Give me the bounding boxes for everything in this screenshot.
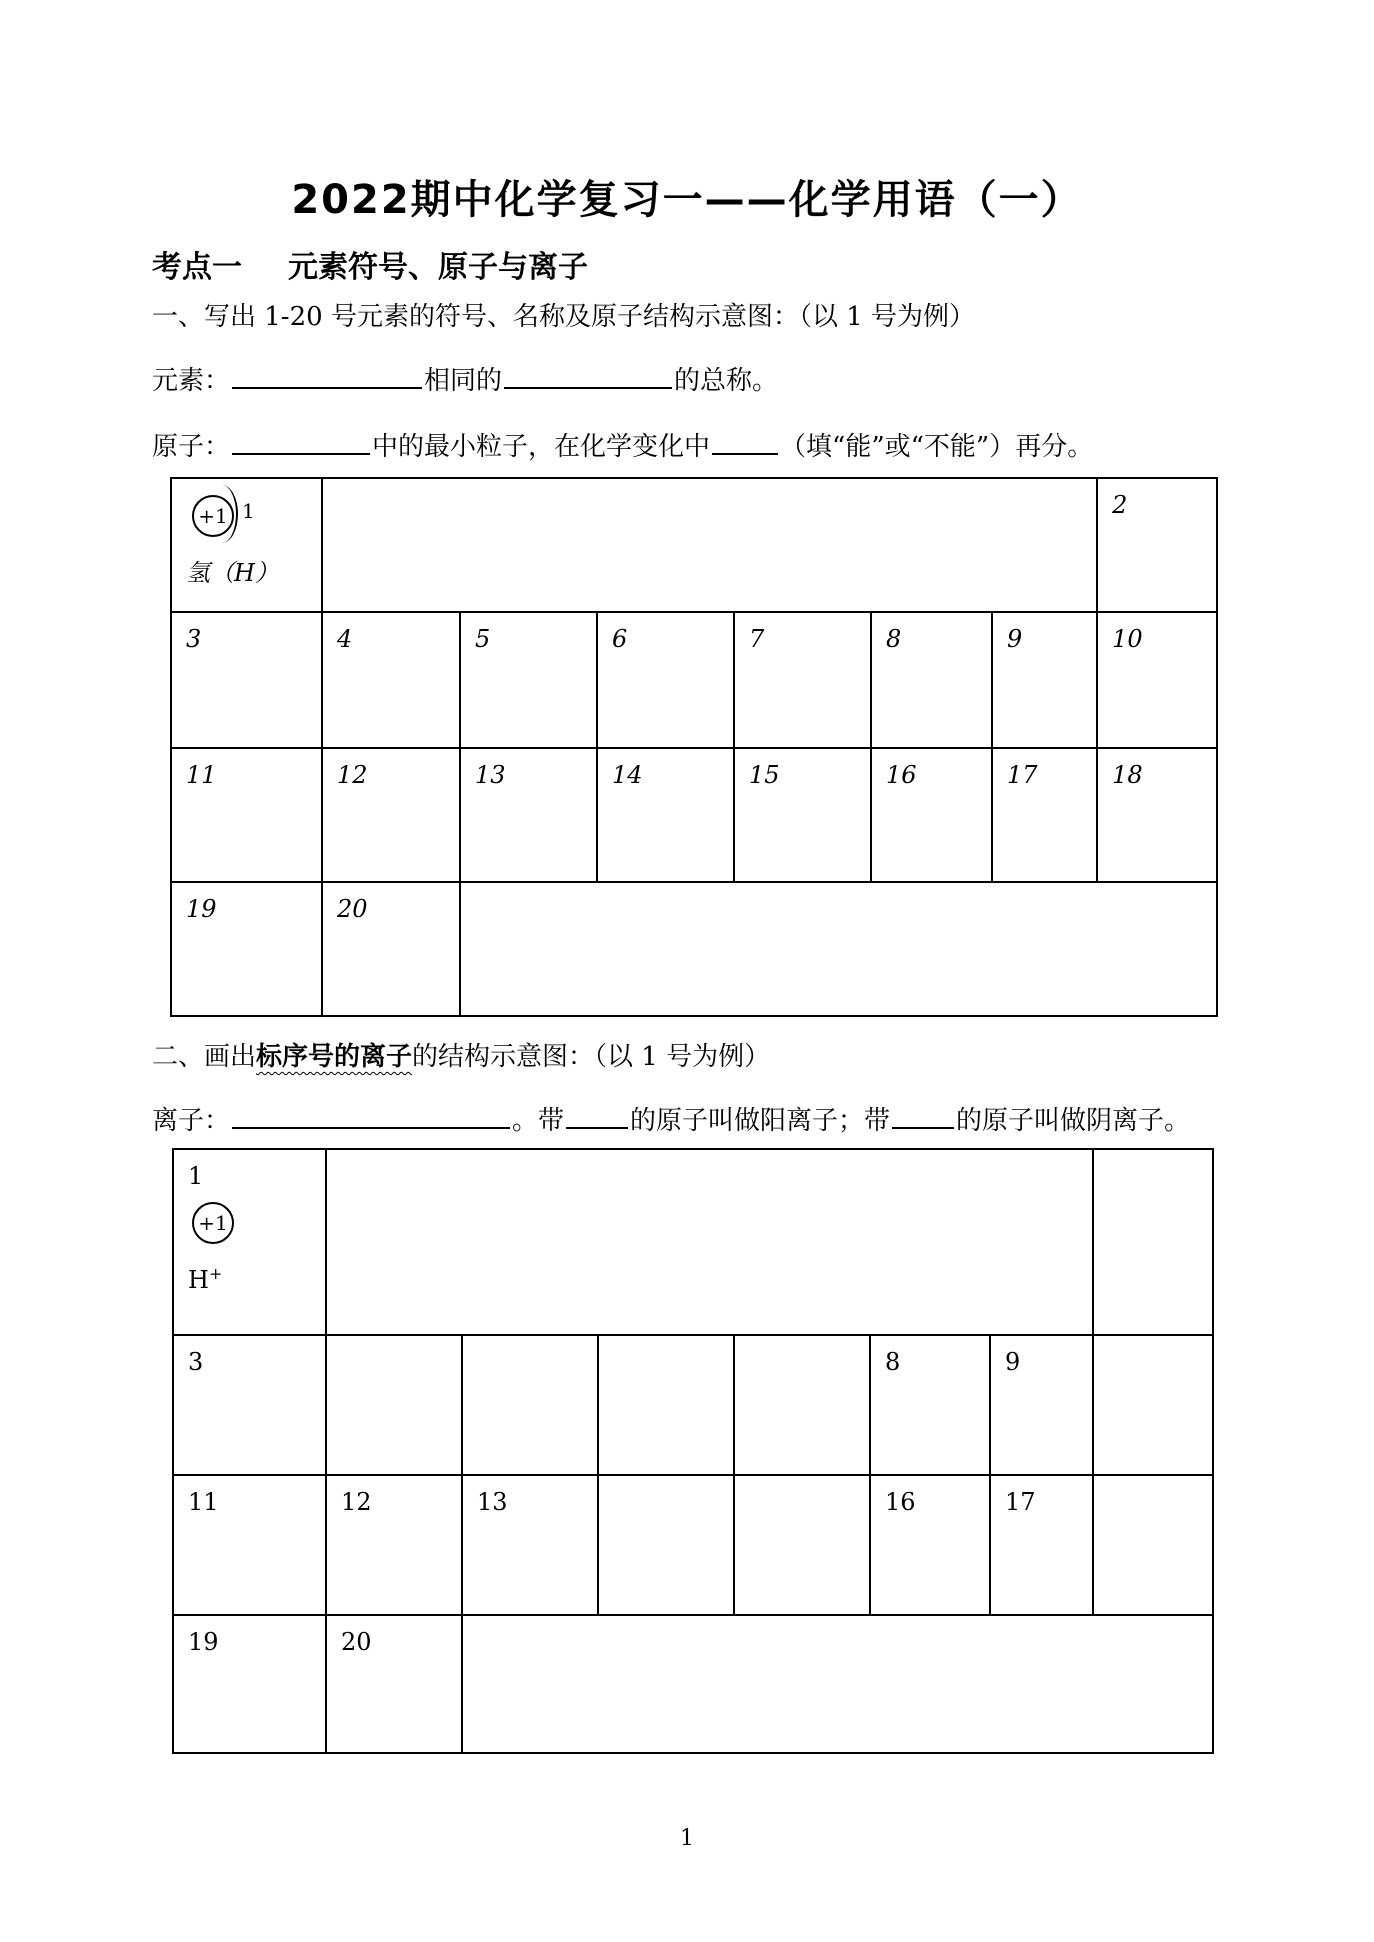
cell-atom-12[interactable]: 12: [322, 748, 460, 882]
page-title: 2022期中化学复习一——化学用语（一）: [291, 177, 1083, 223]
cell-ion-1: [173, 1149, 326, 1335]
cell-ion-19[interactable]: 19: [173, 1615, 326, 1753]
ion-symbol: [188, 1264, 325, 1294]
cell-ion-r2c3[interactable]: [462, 1335, 598, 1475]
cell-ion-17[interactable]: 17: [990, 1475, 1093, 1615]
cell-atom-5[interactable]: 5: [460, 612, 597, 748]
cell-atom-13[interactable]: 13: [460, 748, 597, 882]
nucleus-icon: +1: [192, 495, 234, 537]
cell-atom-empty-tail: [460, 882, 1217, 1016]
ion-def-prefix: 离子：: [152, 1106, 231, 1136]
cell-atom-1: [171, 478, 322, 612]
q2-instruction: [152, 1036, 770, 1073]
cell-ion-3[interactable]: 3: [173, 1335, 326, 1475]
cell-ion-16[interactable]: 16: [870, 1475, 990, 1615]
atom-def-suffix: （填“能”或“不能”）再分。: [780, 432, 1094, 462]
cell-atom-6[interactable]: 6: [597, 612, 734, 748]
ion-symbol-letter: H: [188, 1266, 209, 1294]
cell-ion-8[interactable]: 8: [870, 1335, 990, 1475]
section-title: 元素符号、原子与离子: [288, 250, 588, 285]
cell-atom-3[interactable]: 3: [171, 612, 322, 748]
cell-atom-2[interactable]: 2: [1097, 478, 1217, 612]
ion-nucleus-icon: +1: [192, 1202, 234, 1244]
electron-shell-arc-icon: [206, 485, 238, 543]
atom-def-prefix: 原子：: [152, 432, 231, 462]
atom-def-mid: 中的最小粒子，在化学变化中: [372, 432, 711, 462]
cell-atom-19[interactable]: 19: [171, 882, 322, 1016]
cell-ion-r3c5[interactable]: [734, 1475, 870, 1615]
section-heading: [152, 242, 588, 286]
section-label: 考点一: [152, 250, 242, 285]
cell-atom-7[interactable]: 7: [734, 612, 871, 748]
cell-ion-20[interactable]: 20: [326, 1615, 462, 1753]
ion-def-suffix: 的原子叫做阴离子。: [956, 1106, 1191, 1136]
cell-ion-9[interactable]: 9: [990, 1335, 1093, 1475]
cell-atom-11[interactable]: 11: [171, 748, 322, 882]
ion-def-mid1: 。带: [512, 1106, 565, 1136]
ion-structure-grid: [172, 1148, 1214, 1754]
blank-atom-2[interactable]: [712, 429, 778, 455]
cell-atom-16[interactable]: 16: [871, 748, 992, 882]
cell-atom-4[interactable]: 4: [322, 612, 460, 748]
cell-atom-20[interactable]: 20: [322, 882, 460, 1016]
cell-ion-r3c4[interactable]: [598, 1475, 734, 1615]
cell-ion-r2c5[interactable]: [734, 1335, 870, 1475]
cell-atom-10[interactable]: 10: [1097, 612, 1217, 748]
cell-atom-18[interactable]: 18: [1097, 748, 1217, 882]
page-number: 1: [680, 1826, 694, 1851]
cell-ion-12[interactable]: 12: [326, 1475, 462, 1615]
cell-atom-empty-wide[interactable]: [322, 478, 1097, 612]
cell-ion-empty-tail: [462, 1615, 1213, 1753]
q2-instruction-post: 的结构示意图：（以 1 号为例）: [412, 1042, 771, 1072]
blank-atom-1[interactable]: [232, 429, 370, 455]
element-def-mid: 相同的: [424, 366, 503, 396]
blank-ion-2[interactable]: [566, 1103, 628, 1129]
cell-ion-13[interactable]: 13: [462, 1475, 598, 1615]
q2-instruction-emphasis: 标序号的离子: [256, 1042, 413, 1072]
cell-atom-9[interactable]: 9: [992, 612, 1097, 748]
blank-ion-1[interactable]: [232, 1103, 510, 1129]
cell-ion-r3c8[interactable]: [1093, 1475, 1213, 1615]
element-name: 氢（H）: [186, 559, 279, 587]
atom-definition: [152, 426, 1093, 463]
ion-def-mid2: 的原子叫做阳离子；带: [630, 1106, 891, 1136]
cell-ion-row1-last[interactable]: [1093, 1149, 1213, 1335]
blank-ion-3[interactable]: [892, 1103, 954, 1129]
ion-definition: [152, 1100, 1190, 1137]
hydrogen-atom-diagram: [186, 491, 321, 591]
q1-instruction: 一、写出 1-20 号元素的符号、名称及原子结构示意图：（以 1 号为例）: [152, 302, 976, 332]
cell-atom-8[interactable]: 8: [871, 612, 992, 748]
cell-atom-15[interactable]: 15: [734, 748, 871, 882]
atom-structure-grid: [170, 477, 1218, 1017]
q2-instruction-pre: 二、画出: [152, 1042, 257, 1072]
ion-charge: +: [208, 1264, 223, 1283]
hydrogen-ion-diagram: [188, 1190, 325, 1260]
cell-atom-14[interactable]: 14: [597, 748, 734, 882]
cell-ion-empty-wide[interactable]: [326, 1149, 1093, 1335]
electron-count: 1: [242, 499, 255, 523]
blank-element-2[interactable]: [504, 363, 672, 389]
cell-ion-r2c4[interactable]: [598, 1335, 734, 1475]
ion-number: 1: [188, 1162, 204, 1190]
element-def-prefix: 元素：: [152, 366, 231, 396]
cell-ion-r2c2[interactable]: [326, 1335, 462, 1475]
element-definition: [152, 360, 778, 397]
element-def-suffix: 的总称。: [674, 366, 779, 396]
cell-atom-17[interactable]: 17: [992, 748, 1097, 882]
blank-element-1[interactable]: [232, 363, 422, 389]
cell-ion-11[interactable]: 11: [173, 1475, 326, 1615]
cell-ion-r2c8[interactable]: [1093, 1335, 1213, 1475]
